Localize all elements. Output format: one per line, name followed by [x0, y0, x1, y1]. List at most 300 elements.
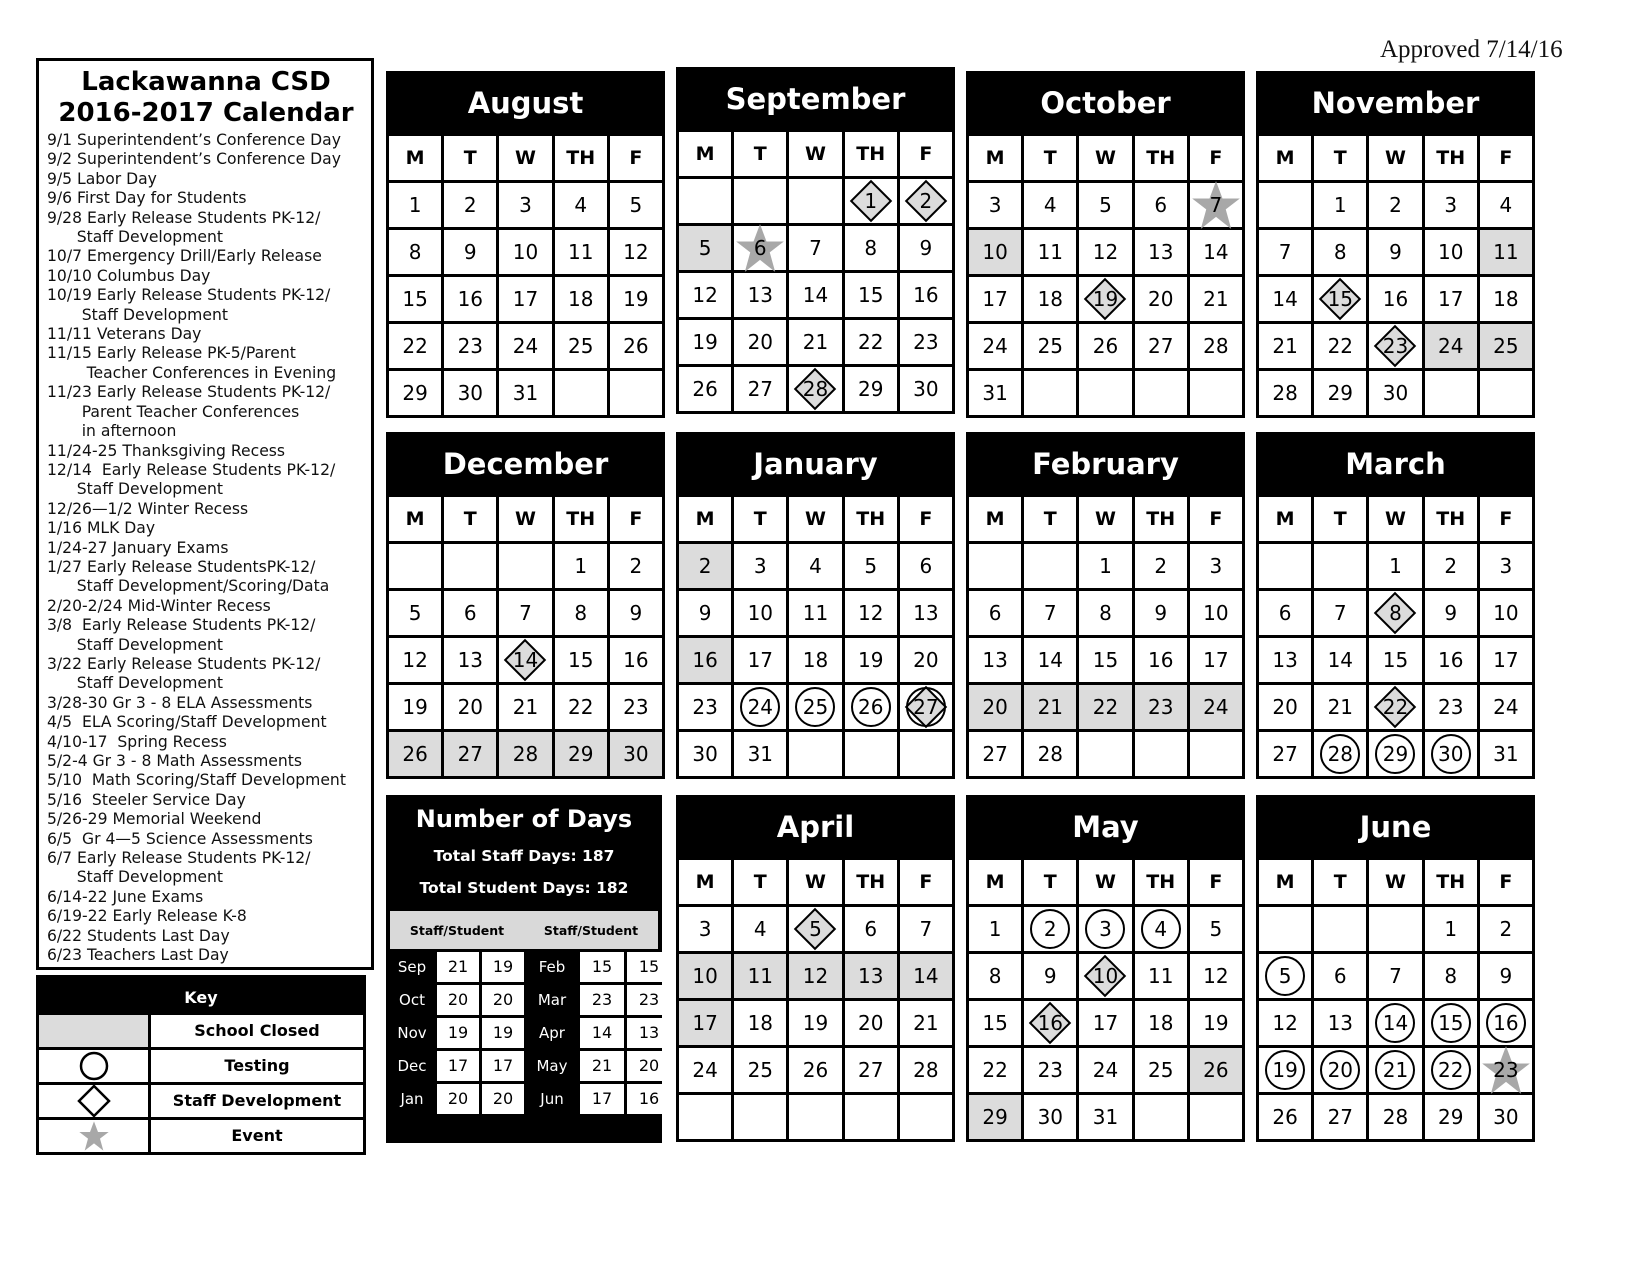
day-cell	[1135, 183, 1187, 227]
day-number: 24	[1092, 1058, 1119, 1082]
day-cell	[499, 230, 551, 274]
day-number: 23	[457, 334, 484, 358]
day-cell	[679, 320, 731, 364]
day-number: 2	[919, 189, 933, 213]
day-cell	[1079, 183, 1131, 227]
day-number: 16	[623, 648, 649, 672]
day-number: 23	[1493, 1058, 1519, 1082]
day-cell	[1314, 230, 1366, 274]
day-number: 9	[1043, 964, 1057, 988]
day-cell	[1135, 685, 1187, 729]
day-number: 9	[1444, 601, 1458, 625]
day-cell	[1135, 230, 1187, 274]
day-cell	[845, 544, 897, 588]
day-cell	[499, 685, 551, 729]
day-cell	[845, 273, 897, 317]
day-cell	[1135, 277, 1187, 321]
day-number: 19	[802, 1011, 829, 1035]
empty-day-cell	[900, 732, 952, 776]
day-number: 18	[802, 648, 829, 672]
day-cell	[444, 371, 496, 415]
day-cell	[389, 277, 441, 321]
day-number: 2	[463, 193, 477, 217]
day-number: 24	[692, 1058, 718, 1082]
day-number: 26	[802, 1058, 829, 1082]
day-cell	[1369, 591, 1421, 635]
weekday-header: M	[969, 497, 1021, 541]
day-number: 4	[1043, 193, 1057, 217]
weekday-header: M	[1259, 860, 1311, 904]
day-number: 29	[1327, 381, 1354, 405]
day-number: 15	[1382, 648, 1409, 672]
day-cell	[789, 638, 841, 682]
day-cell	[679, 226, 731, 270]
day-number: 10	[692, 964, 718, 988]
day-cell	[1190, 907, 1242, 951]
student-days: 15	[627, 952, 671, 982]
day-cell	[789, 226, 841, 270]
staff-days: 17	[437, 1051, 479, 1081]
event-line: 5/10 Math Scoring/Staff Development	[47, 771, 346, 790]
day-number: 14	[1203, 240, 1229, 264]
day-cell	[900, 1001, 952, 1045]
month-label: Jan	[400, 1090, 424, 1108]
day-cell	[734, 732, 786, 776]
day-cell	[1079, 685, 1131, 729]
day-number: 2	[698, 554, 712, 578]
empty-day-cell	[1135, 1095, 1187, 1139]
day-cell	[969, 1095, 1021, 1139]
day-cell	[1024, 954, 1076, 998]
day-cell	[969, 230, 1021, 274]
day-cell	[969, 591, 1021, 635]
day-cell	[1024, 907, 1076, 951]
day-cell	[1135, 591, 1187, 635]
event-line: 11/23 Early Release Students PK-12/	[47, 383, 331, 402]
day-number: 1	[988, 917, 1002, 941]
day-number: 22	[1437, 1058, 1464, 1082]
staff-days: 21	[437, 952, 479, 982]
day-number: 31	[1493, 742, 1519, 766]
day-cell	[845, 179, 897, 223]
day-number: 16	[692, 648, 718, 672]
day-cell	[900, 179, 952, 223]
day-cell	[555, 544, 607, 588]
day-cell	[679, 685, 731, 729]
day-number: 20	[1272, 695, 1298, 719]
empty-day-cell	[555, 371, 607, 415]
day-cell	[610, 230, 662, 274]
day-cell	[1079, 230, 1131, 274]
day-cell	[1079, 591, 1131, 635]
day-cell	[444, 183, 496, 227]
weekday-header: T	[1024, 136, 1076, 180]
event-line: 5/26-29 Memorial Weekend	[47, 810, 262, 829]
day-cell	[734, 638, 786, 682]
month-label: Nov	[397, 1024, 427, 1042]
day-number: 22	[1327, 334, 1354, 358]
day-cell	[555, 591, 607, 635]
month-june	[1256, 795, 1535, 1142]
day-number: 8	[864, 236, 878, 260]
day-number: 30	[1493, 1105, 1519, 1129]
day-cell	[1425, 277, 1477, 321]
day-cell	[444, 230, 496, 274]
day-cell	[1135, 324, 1187, 368]
event-line: 6/7 Early Release Students PK-12/	[47, 849, 311, 868]
day-number: 2	[629, 554, 643, 578]
day-cell	[555, 685, 607, 729]
event-line: Staff Development	[47, 868, 223, 887]
day-number: 6	[1278, 601, 1292, 625]
student-days: 16	[627, 1084, 671, 1114]
day-cell	[1079, 1001, 1131, 1045]
day-number: 23	[623, 695, 649, 719]
day-cell	[1425, 954, 1477, 998]
day-cell	[1024, 1095, 1076, 1139]
day-number: 21	[1203, 287, 1229, 311]
day-cell	[679, 638, 731, 682]
key-row-closed	[39, 1012, 363, 1047]
day-number: 8	[408, 240, 422, 264]
day-number: 12	[802, 964, 829, 988]
day-number: 30	[1037, 1105, 1064, 1129]
day-number: 3	[519, 193, 532, 217]
day-number: 7	[1278, 240, 1292, 264]
month-february	[966, 432, 1245, 779]
month-title: February	[1032, 447, 1179, 481]
student-days: 17	[482, 1051, 524, 1081]
event-line: Staff Development	[47, 674, 223, 693]
day-number: 31	[747, 742, 774, 766]
empty-day-cell	[1369, 907, 1421, 951]
day-cell	[1259, 954, 1311, 998]
event-line: in afternoon	[47, 422, 177, 441]
day-cell	[679, 591, 731, 635]
day-cell	[1425, 324, 1477, 368]
weekday-header: T	[1314, 136, 1366, 180]
day-number: 8	[1333, 240, 1347, 264]
day-number: 16	[457, 287, 484, 311]
day-cell	[499, 371, 551, 415]
month-april	[676, 795, 955, 1142]
day-cell	[789, 907, 841, 951]
day-number: 11	[1493, 240, 1519, 264]
day-cell	[900, 226, 952, 270]
key-row-staff	[39, 1082, 363, 1117]
event-line: Staff Development/Scoring/Data	[47, 577, 330, 596]
day-number: 16	[1437, 648, 1464, 672]
day-number: 10	[747, 601, 774, 625]
day-cell	[789, 1001, 841, 1045]
day-number: 17	[1203, 648, 1229, 672]
day-cell	[789, 591, 841, 635]
day-number: 25	[747, 1058, 774, 1082]
day-cell	[969, 685, 1021, 729]
day-number: 15	[982, 1011, 1008, 1035]
day-number: 28	[1037, 742, 1064, 766]
day-cell	[444, 685, 496, 729]
month-august	[386, 71, 665, 418]
day-cell	[1135, 907, 1187, 951]
day-cell	[1259, 591, 1311, 635]
day-number: 13	[913, 601, 939, 625]
day-cell	[734, 544, 786, 588]
day-cell	[969, 954, 1021, 998]
day-cell	[1024, 685, 1076, 729]
day-cell	[1425, 907, 1477, 951]
day-cell	[1314, 732, 1366, 776]
day-cell	[1135, 954, 1187, 998]
empty-day-cell	[1314, 907, 1366, 951]
day-cell	[1314, 954, 1366, 998]
day-number: 24	[512, 334, 539, 358]
weekday-header: T	[734, 497, 786, 541]
day-number: 3	[698, 917, 712, 941]
day-number: 9	[629, 601, 643, 625]
day-cell	[610, 591, 662, 635]
day-number: 14	[1327, 648, 1354, 672]
day-cell	[1314, 638, 1366, 682]
month-title: September	[725, 82, 906, 116]
day-number: 20	[457, 695, 484, 719]
day-number: 24	[1493, 695, 1519, 719]
key-row-testing	[39, 1047, 363, 1082]
day-number: 6	[988, 601, 1002, 625]
day-cell	[1079, 544, 1131, 588]
day-cell	[969, 907, 1021, 951]
day-cell	[1259, 732, 1311, 776]
day-cell	[1314, 324, 1366, 368]
weekday-header: T	[1024, 860, 1076, 904]
day-number: 5	[1099, 193, 1112, 217]
weekday-header: M	[679, 497, 731, 541]
day-cell	[1425, 183, 1477, 227]
day-cell	[734, 1001, 786, 1045]
day-cell	[1024, 1001, 1076, 1045]
empty-day-cell	[789, 732, 841, 776]
day-number: 3	[1209, 554, 1223, 578]
day-number: 26	[692, 377, 718, 401]
day-number: 28	[1382, 1105, 1409, 1129]
day-cell	[1480, 324, 1532, 368]
day-number: 9	[1499, 964, 1513, 988]
day-cell	[845, 591, 897, 635]
day-number: 8	[1444, 964, 1458, 988]
student-days: 20	[482, 1084, 524, 1114]
day-cell	[444, 324, 496, 368]
event-line: 6/14-22 June Exams	[47, 887, 204, 906]
day-cell	[1190, 591, 1242, 635]
day-cell	[900, 544, 952, 588]
weekday-header: W	[789, 132, 841, 176]
day-number: 17	[747, 648, 774, 672]
day-cell	[789, 367, 841, 411]
day-number: 13	[1327, 1011, 1354, 1035]
day-cell	[1190, 230, 1242, 274]
weekday-header: TH	[555, 136, 607, 180]
day-cell	[900, 1048, 952, 1092]
day-cell	[969, 183, 1021, 227]
weekday-header: M	[1259, 136, 1311, 180]
empty-day-cell	[789, 179, 841, 223]
day-cell	[610, 277, 662, 321]
day-cell	[1480, 907, 1532, 951]
event-line: 1/27 Early Release StudentsPK-12/	[47, 557, 316, 576]
event-line: 9/28 Early Release Students PK-12/	[47, 208, 321, 227]
month-title: May	[1072, 810, 1139, 844]
day-cell	[1079, 638, 1131, 682]
day-number: 8	[988, 964, 1002, 988]
day-cell	[1480, 1001, 1532, 1045]
day-number: 11	[747, 964, 774, 988]
day-number: 26	[1092, 334, 1119, 358]
day-cell	[389, 183, 441, 227]
day-number: 1	[864, 189, 878, 213]
day-number: 27	[1147, 334, 1174, 358]
day-cell	[1369, 371, 1421, 415]
day-number: 6	[463, 601, 477, 625]
day-cell	[1425, 685, 1477, 729]
day-cell	[499, 732, 551, 776]
student-days: 19	[482, 1018, 524, 1048]
staff-days: 20	[437, 1084, 479, 1114]
day-number: 23	[913, 330, 939, 354]
day-cell	[845, 226, 897, 270]
day-cell	[499, 277, 551, 321]
day-number: 14	[913, 964, 939, 988]
day-cell	[969, 732, 1021, 776]
day-cell	[1480, 230, 1532, 274]
student-days: 20	[482, 985, 524, 1015]
day-number: 1	[1099, 554, 1112, 578]
day-cell	[679, 732, 731, 776]
day-number: 26	[402, 742, 428, 766]
day-number: 15	[402, 287, 428, 311]
day-number: 6	[919, 554, 933, 578]
day-number: 28	[512, 742, 539, 766]
weekday-header: M	[679, 132, 731, 176]
day-number: 29	[567, 742, 594, 766]
day-number: 16	[1037, 1011, 1064, 1035]
day-number: 19	[623, 287, 649, 311]
weekday-header: M	[969, 860, 1021, 904]
day-number: 27	[457, 742, 484, 766]
day-number: 7	[1209, 193, 1223, 217]
day-number: 7	[519, 601, 532, 625]
empty-day-cell	[845, 1095, 897, 1139]
day-number: 27	[747, 377, 774, 401]
day-number: 1	[574, 554, 588, 578]
day-number: 12	[1272, 1011, 1298, 1035]
day-number: 21	[512, 695, 539, 719]
event-line: 6/22 Students Last Day	[47, 926, 230, 945]
empty-day-cell	[900, 1095, 952, 1139]
day-cell	[845, 320, 897, 364]
day-number: 1	[1444, 917, 1458, 941]
total-student-days: Total Student Days: 182	[419, 879, 629, 897]
month-title: March	[1345, 447, 1446, 481]
event-line: 10/19 Early Release Students PK-12/	[47, 286, 331, 305]
event-line: 6/19-22 Early Release K-8	[47, 907, 247, 926]
event-line: 2/20-2/24 Mid-Winter Recess	[47, 596, 271, 615]
event-line: 11/11 Veterans Day	[47, 325, 202, 344]
day-number: 22	[982, 1058, 1008, 1082]
day-cell	[1024, 230, 1076, 274]
day-number: 6	[1154, 193, 1168, 217]
weekday-header: W	[1369, 136, 1421, 180]
month-title: June	[1359, 810, 1432, 844]
day-number: 26	[1203, 1058, 1229, 1082]
day-cell	[1425, 591, 1477, 635]
day-cell	[1369, 954, 1421, 998]
day-number: 29	[1382, 742, 1409, 766]
day-cell	[1259, 638, 1311, 682]
day-cell	[555, 732, 607, 776]
day-number: 17	[692, 1011, 718, 1035]
day-cell	[1480, 638, 1532, 682]
event-line: 11/15 Early Release PK-5/Parent	[47, 344, 296, 363]
weekday-header: F	[900, 497, 952, 541]
day-number: 30	[913, 377, 939, 401]
weekday-header: TH	[845, 132, 897, 176]
day-number: 7	[919, 917, 933, 941]
day-cell	[969, 1048, 1021, 1092]
day-cell	[1259, 230, 1311, 274]
day-number: 17	[1437, 287, 1464, 311]
day-cell	[389, 371, 441, 415]
day-number: 16	[1493, 1011, 1519, 1035]
day-cell	[389, 732, 441, 776]
circle-icon	[39, 1050, 151, 1082]
day-number: 19	[1203, 1011, 1229, 1035]
weekday-header: W	[499, 497, 551, 541]
staff-days: 23	[580, 985, 624, 1015]
day-number: 4	[574, 193, 588, 217]
day-cell	[1425, 544, 1477, 588]
day-number: 13	[982, 648, 1008, 672]
empty-day-cell	[734, 1095, 786, 1139]
day-number: 14	[512, 648, 539, 672]
day-number: 22	[1092, 695, 1119, 719]
day-number: 27	[1327, 1105, 1354, 1129]
day-cell	[610, 324, 662, 368]
empty-day-cell	[1079, 371, 1131, 415]
day-cell	[789, 685, 841, 729]
day-number: 15	[1437, 1011, 1464, 1035]
day-cell	[845, 1048, 897, 1092]
event-line: 4/5 ELA Scoring/Staff Development	[47, 713, 327, 732]
day-cell	[789, 954, 841, 998]
day-cell	[789, 544, 841, 588]
day-cell	[1024, 638, 1076, 682]
day-cell	[845, 638, 897, 682]
day-number: 29	[857, 377, 884, 401]
day-number: 13	[1147, 240, 1174, 264]
month-title: January	[753, 447, 878, 481]
student-days: 23	[627, 985, 671, 1015]
day-cell	[679, 1048, 731, 1092]
day-cell	[1079, 907, 1131, 951]
event-line: 11/24-25 Thanksgiving Recess	[47, 441, 286, 460]
day-number: 30	[692, 742, 718, 766]
day-cell	[1369, 183, 1421, 227]
weekday-header: T	[1314, 860, 1366, 904]
day-cell	[789, 273, 841, 317]
day-number: 9	[1389, 240, 1402, 264]
day-cell	[1079, 1048, 1131, 1092]
event-line: 6/23 Teachers Last Day	[47, 946, 229, 965]
